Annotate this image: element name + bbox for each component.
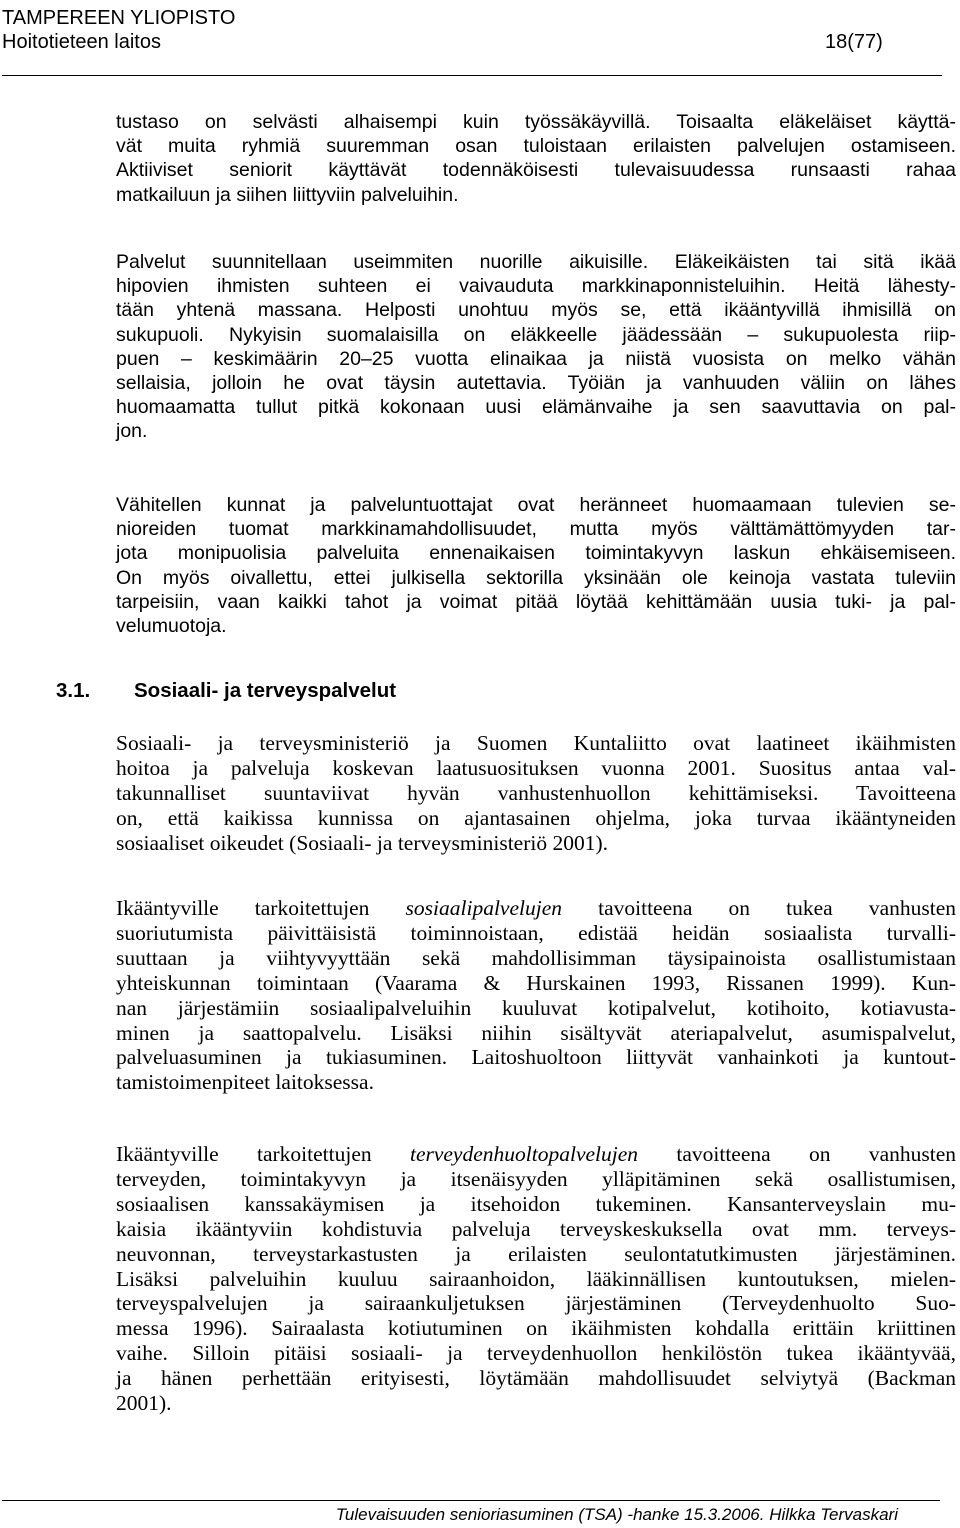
paragraph-health-services [116, 1142, 956, 1416]
paragraph-line: matkailuun ja siihen liittyviin palveluihin. [116, 183, 459, 206]
paragraph-line: on, että kaikissa kunnissa on ajantasainen ohjelma, joka turvaa ikääntyneiden [116, 805, 956, 830]
paragraph-line [116, 896, 956, 921]
paragraph-line: hoitoa ja palveluja koskevan laatusuosituksen vuonna 2001. Suositus antaa val- [116, 755, 956, 780]
paragraph-line: neuvonnan, terveystarkastusten ja erilaisten seulontatutkimusten järjestäminen. [116, 1241, 956, 1266]
paragraph-line: sosiaaliset oikeudet (Sosiaali- ja terveysministeriö 2001). [116, 830, 609, 855]
paragraph-line: suuttaan ja viihtyvyyttään sekä mahdollisimman täysipainoista osallistumistaan [116, 945, 956, 970]
paragraph-line: palveluasuminen ja tukiasuminen. Laitoshuoltoon liittyvät vanhainkoti ja kuntout- [116, 1045, 956, 1070]
paragraph-line: sukupuoli. Nykyisin suomalaisilla on eläkkeelle jäädessään – sukupuolesta riip- [116, 323, 956, 346]
header-divider [2, 75, 942, 76]
paragraph-lead: Ikääntyville tarkoitettujen [116, 896, 370, 920]
paragraph-line: tustaso on selvästi alhaisempi kuin työssäkäyvillä. Toisaalta eläkeläiset käyttä- [116, 111, 956, 133]
paragraph-municipalities [116, 493, 956, 638]
paragraph-line: takunnalliset suuntaviivat hyvän vanhustenhuollon kehittämiseksi. Tavoitteena [116, 780, 956, 805]
header-page-number: 18(77) [825, 31, 883, 53]
paragraph-line: sosiaalisen kanssakäymisen ja itsehoidon tukeminen. Kansanterveyslain mu- [116, 1191, 956, 1216]
paragraph-line: messa 1996). Sairaalasta kotiutuminen on ikäihmisten kohdalla erittäin kriittinen [116, 1316, 956, 1341]
paragraph-social-services [116, 896, 956, 1095]
paragraph-line: tarpeisiin, vaan kaikki tahot ja voimat pitää löytää kehittämään uusia tuki- ja pal- [116, 590, 956, 613]
paragraph-line: ja hänen perhettään erityisesti, löytämään mahdollisuudet selviytyä (Backman [116, 1366, 956, 1391]
paragraph-line: 2001). [116, 1391, 172, 1416]
paragraph-line-rest: tavoitteena on vanhusten [676, 1142, 956, 1166]
paragraph-services-target [116, 250, 956, 444]
emphasized-term: terveydenhuoltopalvelujen [409, 1142, 639, 1166]
paragraph-line: puen – keskimäärin 20–25 vuotta elinaikaa ja niistä vuosista on melko vähän [116, 347, 956, 370]
paragraph-line: hipovien ihmisten suhteen ei vaivauduta markkinaponnisteluihin. Heitä lähesty- [116, 275, 956, 298]
paragraph-line: tään yhtenä massana. Helposti unohtuu myös se, että ikääntyvillä ihmisillä on [116, 299, 956, 322]
header-university: TAMPEREEN YLIOPISTO [2, 7, 236, 29]
paragraph-line: kaisia ikääntyviin kohdistuvia palveluja terveyskeskuksella ovat mm. terveys- [116, 1216, 956, 1241]
paragraph-line: yhteiskunnan toimintaan (Vaarama & Hurskainen 1993, Rissanen 1999). Kun- [116, 970, 956, 995]
paragraph-line: terveyden, toimintakyvyn ja itsenäisyyden ylläpitäminen sekä osallistumisen, [116, 1166, 956, 1191]
paragraph-line: On myös oivallettu, ettei julkisella sektorilla yksinään ole keinoja vastata tuleviin [116, 566, 956, 589]
paragraph-line: Aktiiviset seniorit käyttävät todennäköisesti tulevaisuudessa runsaasti rahaa [116, 159, 956, 182]
footer-divider [2, 1500, 940, 1501]
paragraph-line: vät muita ryhmiä suuremman osan tuloistaan erilaisten palvelujen ostamiseen. [116, 135, 956, 158]
paragraph-line: Vähitellen kunnat ja palveluntuottajat ovat heränneet huomaamaan tulevien se- [116, 494, 956, 516]
paragraph-line: jota monipuolisia palveluita ennenaikaisen toimintakyvyn laskun ehkäisemiseen. [116, 542, 956, 565]
footer-text: Tulevaisuuden senioriasuminen (TSA) -hanke 15.3.2006. Hilkka Tervaskari [335, 1505, 898, 1524]
section-number: 3.1. [56, 679, 91, 702]
paragraph-line: terveyspalvelujen ja sairaankuljetuksen järjestäminen (Terveydenhuolto Suo- [116, 1291, 956, 1316]
paragraph-line: suoriutumista päivittäisistä toiminnoistaan, edistää heidän sosiaalista turvalli- [116, 920, 956, 945]
paragraph-line: velumuotoja. [116, 615, 227, 638]
paragraph-line [116, 1142, 956, 1167]
paragraph-quality-recommendation [116, 731, 956, 856]
paragraph-line: Palvelut suunnitellaan useimmiten nuorille aikuisille. Eläkeikäisten tai sitä ikää [116, 251, 956, 273]
emphasized-term: sosiaalipalvelujen [405, 896, 562, 920]
section-title: Sosiaali- ja terveyspalvelut [134, 679, 397, 702]
header-department: Hoitotieteen laitos [2, 31, 161, 53]
paragraph-lead: Ikääntyville tarkoitettujen [116, 1142, 372, 1166]
paragraph-line: sellaisia, jolloin he ovat täysin autettavia. Työiän ja vanhuuden väliin on lähes [116, 372, 956, 395]
paragraph-line: jon. [116, 420, 148, 443]
paragraph-line: minen ja saattopalvelu. Lisäksi niihin sisältyvät ateriapalvelut, asumispalvelut, [116, 1020, 956, 1045]
paragraph-line-rest: tavoitteena on tukea vanhusten [598, 896, 957, 920]
paragraph-line: Lisäksi palveluihin kuuluu sairaanhoidon, lääkinnällisen kuntoutuksen, mielen- [116, 1266, 956, 1291]
paragraph-line: Sosiaali- ja terveysministeriö ja Suomen Kuntaliitto ovat laatineet ikäihmisten [116, 731, 956, 755]
paragraph-intro [116, 110, 956, 207]
paragraph-line: tamistoimenpiteet laitoksessa. [116, 1070, 374, 1095]
paragraph-line: huomaamatta tullut pitkä kokonaan uusi elämänvaihe ja sen saavuttavia on pal- [116, 396, 956, 419]
paragraph-line: nan järjestämiin sosiaalipalveluihin kuuluvat kotipalvelut, kotihoito, kotiavusta- [116, 995, 956, 1020]
paragraph-line: vaihe. Silloin pitäisi sosiaali- ja terveydenhuollon henkilöstön tukea ikääntyvää, [116, 1341, 956, 1366]
paragraph-line: nioreiden tuomat markkinamahdollisuudet, mutta myös välttämättömyyden tar- [116, 518, 956, 541]
